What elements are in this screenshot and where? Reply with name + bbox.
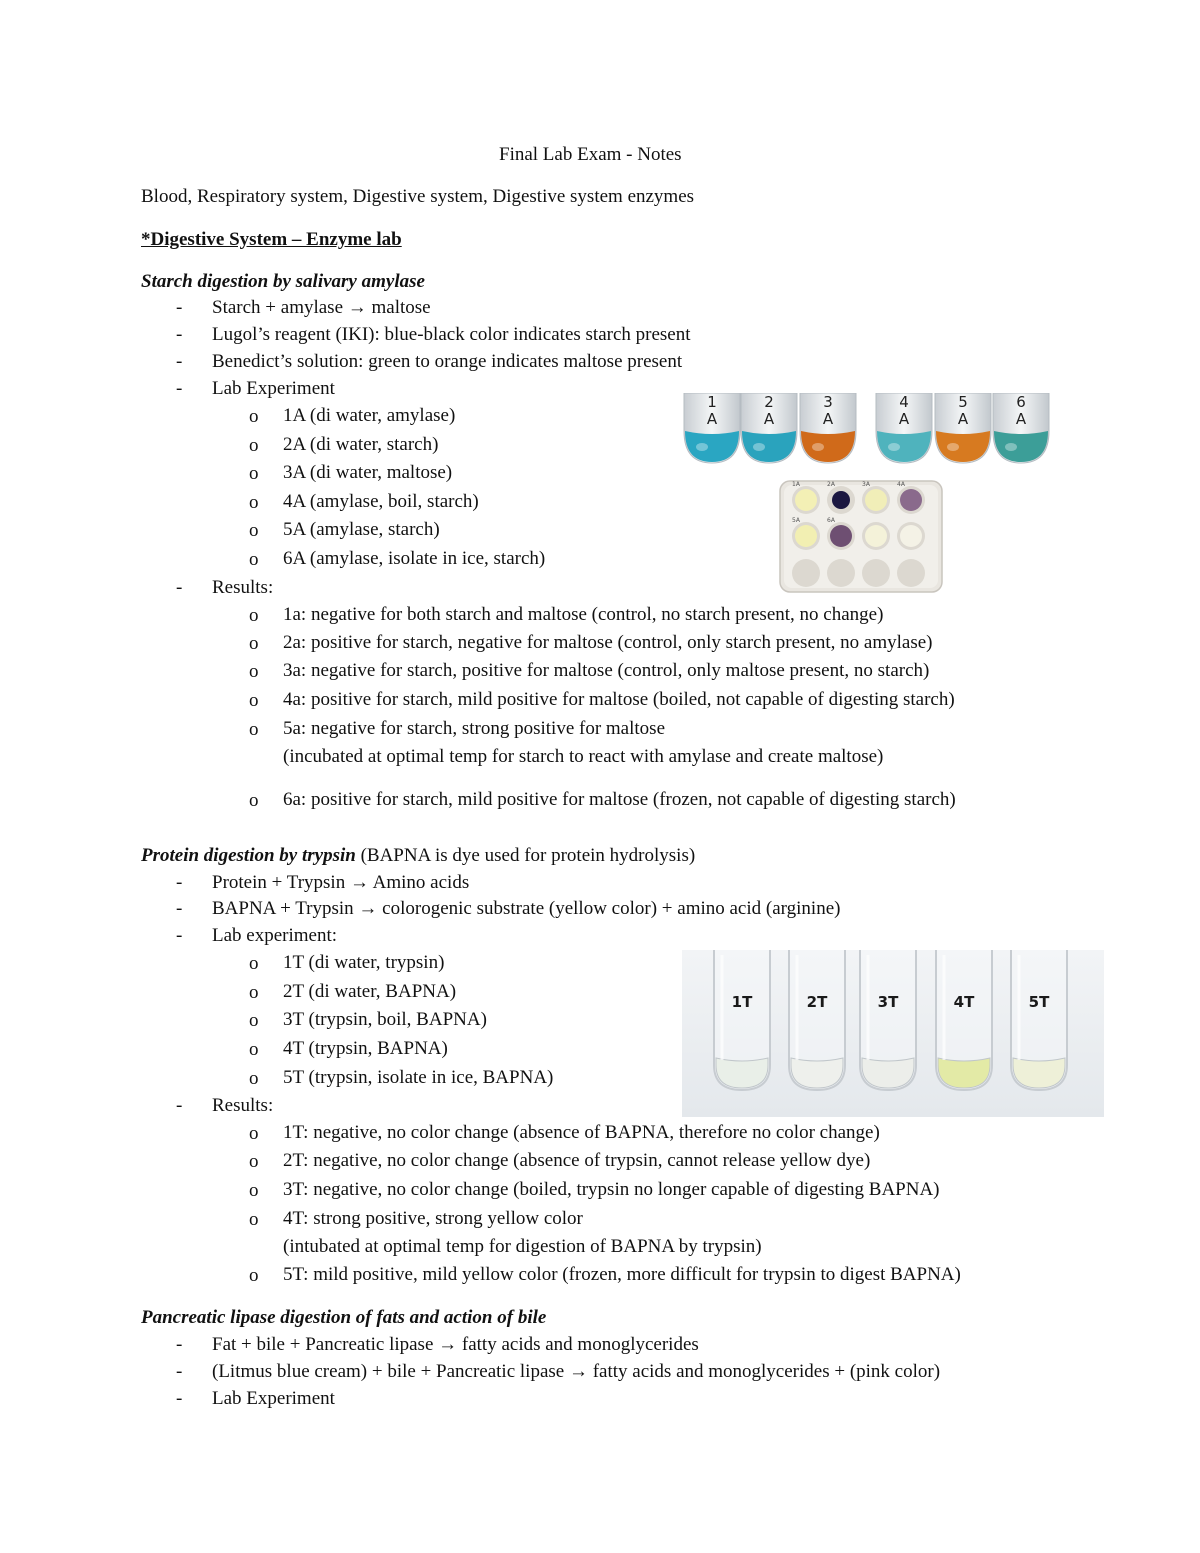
protein-result: 2T: negative, no color change (absence of trypsin, cannot release yellow dye)	[283, 1150, 871, 1171]
protein-results-label: Results:	[212, 1095, 274, 1116]
dash-bullet: -	[176, 378, 183, 399]
starch-experiment: 1A (di water, amylase)	[283, 405, 456, 426]
protein-bullet: Lab experiment:	[212, 925, 338, 946]
protein-heading-line	[141, 844, 695, 868]
lipase-heading: Pancreatic lipase digestion of fats and action of bile	[141, 1307, 547, 1328]
well-sample	[900, 525, 922, 547]
protein-result: 3T: negative, no color change (boiled, trypsin no longer capable of digesting BAPNA)	[283, 1179, 940, 1200]
starch-bullet: Benedict’s solution: green to orange indicates maltose present	[212, 351, 683, 372]
protein-heading-note: (BAPNA is dye used for protein hydrolysis)	[355, 845, 696, 866]
well-sample	[865, 489, 887, 511]
protein-experiment: 4T (trypsin, BAPNA)	[283, 1038, 448, 1059]
circle-bullet: o	[249, 492, 259, 513]
starch-tube-label: 3 A	[822, 393, 834, 428]
starch-experiment: 5A (amylase, starch)	[283, 519, 440, 540]
starch-results-label: Results:	[212, 577, 274, 598]
protein-result: 1T: negative, no color change (absence of BAPNA, therefore no color change)	[283, 1122, 880, 1143]
plate-well-label: 4A	[897, 481, 905, 488]
protein-result: 4T: strong positive, strong yellow color	[283, 1208, 583, 1229]
circle-bullet: o	[249, 661, 259, 682]
starch-result: 3a: negative for starch, positive for maltose (control, only maltose present, no starch)	[283, 660, 930, 681]
plate-well-label: 5A	[792, 517, 800, 524]
dash-bullet: -	[176, 324, 183, 345]
plate-well-label: 6A	[827, 517, 835, 524]
circle-bullet: o	[249, 953, 259, 974]
protein-bullet: BAPNA + Trypsin → colorogenic substrate (yellow color) + amino acid (arginine)	[212, 898, 841, 919]
dash-bullet: -	[176, 898, 183, 919]
starch-result: 5a: negative for starch, strong positive for maltose	[283, 718, 666, 739]
dash-bullet: -	[176, 925, 183, 946]
starch-tube-label: 6 A	[1015, 393, 1027, 428]
circle-bullet: o	[249, 406, 259, 427]
starch-tubes-photo	[682, 393, 1050, 465]
section-heading: *Digestive System – Enzyme lab	[141, 229, 402, 250]
circle-bullet: o	[249, 1068, 259, 1089]
plate-well	[792, 559, 820, 587]
lipase-bullet: (Litmus blue cream) + bile + Pancreatic lipase → fatty acids and monoglycerides + (pink color)	[212, 1361, 941, 1382]
trypsin-tube	[1011, 950, 1067, 1090]
starch-result: 4a: positive for starch, mild positive for maltose (boiled, not capable of digesting starch)	[283, 689, 955, 710]
dash-bullet: -	[176, 1334, 183, 1355]
trypsin-tube-label: 5T	[1028, 993, 1050, 1011]
dash-bullet: -	[176, 577, 183, 598]
circle-bullet: o	[249, 520, 259, 541]
dash-bullet: -	[176, 351, 183, 372]
circle-bullet: o	[249, 719, 259, 740]
plate-well-label: 2A	[827, 481, 835, 488]
trypsin-tubes-photo	[682, 950, 1104, 1117]
circle-bullet: o	[249, 1265, 259, 1286]
protein-result-continuation: (intubated at optimal temp for digestion of BAPNA by trypsin)	[283, 1236, 762, 1257]
circle-bullet: o	[249, 1123, 259, 1144]
lipase-bullet: Fat + bile + Pancreatic lipase → fatty acids and monoglycerides	[212, 1334, 699, 1355]
protein-experiment: 2T (di water, BAPNA)	[283, 981, 457, 1002]
protein-heading: Protein digestion by trypsin	[141, 845, 356, 866]
circle-bullet: o	[249, 1010, 259, 1031]
plate-well	[897, 559, 925, 587]
well-sample	[795, 489, 817, 511]
well-sample	[830, 525, 852, 547]
circle-bullet: o	[249, 1151, 259, 1172]
starch-tube-label: 5 A	[957, 393, 969, 428]
trypsin-tube-label: 4T	[953, 993, 975, 1011]
plate-well-label: 1A	[792, 481, 800, 488]
starch-result: 1a: negative for both starch and maltose (control, no starch present, no change)	[283, 604, 884, 625]
protein-experiment: 3T (trypsin, boil, BAPNA)	[283, 1009, 487, 1030]
starch-experiment: 6A (amylase, isolate in ice, starch)	[283, 548, 546, 569]
page-title: Final Lab Exam - Notes	[499, 144, 682, 165]
plate-well	[862, 559, 890, 587]
circle-bullet: o	[249, 463, 259, 484]
trypsin-tube-label: 1T	[731, 993, 753, 1011]
lipase-bullet: Lab Experiment	[212, 1388, 335, 1409]
trypsin-tube	[789, 950, 845, 1090]
starch-experiment: 2A (di water, starch)	[283, 434, 439, 455]
dash-bullet: -	[176, 297, 183, 318]
circle-bullet: o	[249, 633, 259, 654]
dash-bullet: -	[176, 1388, 183, 1409]
starch-tube-label: 2 A	[763, 393, 775, 428]
starch-heading: Starch digestion by salivary amylase	[141, 271, 425, 292]
starch-experiment: 3A (di water, maltose)	[283, 462, 453, 483]
circle-bullet: o	[249, 690, 259, 711]
well-sample	[900, 489, 922, 511]
circle-bullet: o	[249, 549, 259, 570]
starch-bullet: Lab Experiment	[212, 378, 335, 399]
well-sample	[865, 525, 887, 547]
dash-bullet: -	[176, 1361, 183, 1382]
protein-experiment: 5T (trypsin, isolate in ice, BAPNA)	[283, 1067, 554, 1088]
circle-bullet: o	[249, 1180, 259, 1201]
starch-tube-label: 4 A	[898, 393, 910, 428]
starch-result: 6a: positive for starch, mild positive for maltose (frozen, not capable of digesting starch)	[283, 789, 956, 810]
starch-experiment: 4A (amylase, boil, starch)	[283, 491, 479, 512]
well-sample	[832, 491, 850, 509]
circle-bullet: o	[249, 605, 259, 626]
well-sample	[795, 525, 817, 547]
plate-well-label: 3A	[862, 481, 870, 488]
trypsin-tube-label: 2T	[806, 993, 828, 1011]
trypsin-tube	[860, 950, 916, 1090]
starch-result: 2a: positive for starch, negative for maltose (control, only starch present, no amylase)	[283, 632, 933, 653]
starch-result-continuation: (incubated at optimal temp for starch to react with amylase and create maltose)	[283, 746, 884, 767]
circle-bullet: o	[249, 1209, 259, 1230]
protein-experiment: 1T (di water, trypsin)	[283, 952, 445, 973]
spot-plate-photo	[778, 478, 944, 595]
topics-line: Blood, Respiratory system, Digestive system, Digestive system enzymes	[141, 186, 695, 207]
starch-bullet: Starch + amylase → maltose	[212, 297, 431, 318]
trypsin-tube	[714, 950, 770, 1090]
circle-bullet: o	[249, 435, 259, 456]
starch-tube-label: 1 A	[706, 393, 718, 428]
starch-bullet: Lugol’s reagent (IKI): blue-black color indicates starch present	[212, 324, 691, 345]
plate-well	[827, 559, 855, 587]
circle-bullet: o	[249, 1039, 259, 1060]
circle-bullet: o	[249, 982, 259, 1003]
protein-result: 5T: mild positive, mild yellow color (frozen, more difficult for trypsin to digest BAPNA)	[283, 1264, 961, 1285]
dash-bullet: -	[176, 1095, 183, 1116]
trypsin-tube-label: 3T	[877, 993, 899, 1011]
trypsin-tube	[936, 950, 992, 1090]
protein-bullet: Protein + Trypsin → Amino acids	[212, 872, 470, 893]
dash-bullet: -	[176, 872, 183, 893]
circle-bullet: o	[249, 790, 259, 811]
